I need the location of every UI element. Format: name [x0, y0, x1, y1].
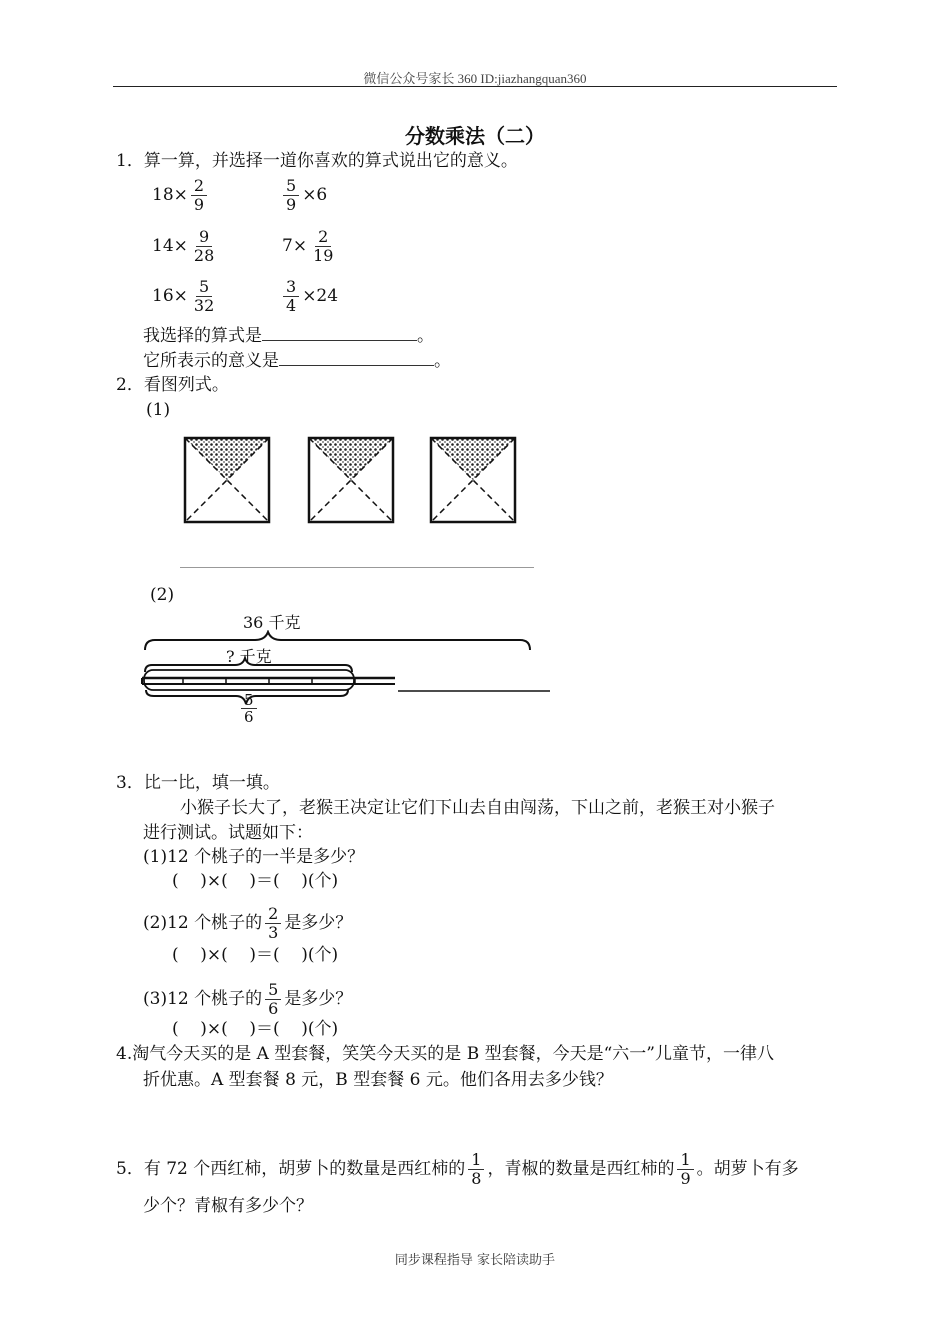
q2-square-diagrams: [175, 430, 535, 530]
q2-prompt: 2．看图列式。: [116, 375, 229, 395]
q1-choice-line: 我选择的算式是 。: [143, 326, 434, 346]
page-title: 分数乘法（二）: [405, 124, 545, 148]
q2-bottom-fraction: [238, 692, 260, 725]
q1-expr-5: 16× $\frac{5}{32}$: [152, 278, 220, 315]
answer-blank[interactable]: [262, 326, 417, 341]
fraction-denominator: 6: [244, 708, 254, 726]
fraction: $\frac{2}{9}$: [191, 177, 207, 214]
square-figure: [431, 438, 515, 522]
fraction-numerator: 5: [241, 692, 257, 709]
fraction: $\frac{5}{32}$: [193, 277, 215, 315]
q1-expr-3: 14× $\frac{9}{28}$: [152, 228, 220, 265]
fraction: $\frac{2}{3}$: [265, 905, 281, 942]
q3-prompt: 3．比一比，填一填。: [116, 773, 280, 793]
q3-story-line1: 小猴子长大了，老猴王决定让它们下山去自由闯荡，下山之前，老猴王对小猴子: [180, 798, 775, 818]
q1-expr-2: [280, 177, 327, 214]
answer-blank[interactable]: [279, 351, 434, 366]
page-footer: 同步课程指导 家长陪读助手: [394, 1253, 556, 1268]
q2-part2-label: (2): [150, 585, 175, 605]
expr-text: 18×: [152, 185, 188, 205]
fraction: $\frac{5}{9}$: [283, 177, 299, 214]
q2-part1-answer-line[interactable]: [180, 567, 534, 568]
fraction: $\frac{2}{19}$: [313, 227, 334, 265]
q5-line2: 少个？青椒有多少个？: [143, 1196, 313, 1216]
q3-sub1: (1)12 个桃子的一半是多少？: [143, 847, 365, 867]
q1-expr-1: [152, 177, 210, 214]
q3-sub2: (2)12 个桃子的 $\frac{2}{3}$ 是多少？: [143, 904, 353, 942]
q1-expr-6: $\frac{3}{4}$ ×24: [280, 278, 338, 315]
fraction: $\frac{5}{6}$: [265, 981, 281, 1018]
fraction: $\frac{9}{28}$: [193, 227, 215, 265]
fraction: $\frac{3}{4}$: [283, 278, 299, 315]
q3-sub3: (3)12 个桃子的 $\frac{5}{6}$ 是多少？: [143, 980, 353, 1018]
square-figure: [309, 438, 393, 522]
q5-line1: 5．有 72 个西红柿，胡萝卜的数量是西红柿的 $\frac{1}{8}$ ，青椒的数量是西红柿的 $\frac{1}{9}$ 。胡萝卜有多: [116, 1150, 799, 1188]
q3-story-line2: 进行测试。试题如下：: [143, 823, 313, 843]
q4-line1: 4.淘气今天买的是 A 型套餐，笑笑今天买的是 B 型套餐，今天是“六一”儿童节，一律八: [116, 1044, 774, 1064]
q3-formula-2[interactable]: ( )×( )＝( )(个): [172, 945, 339, 965]
fraction: $\frac{1}{8}$: [468, 1151, 484, 1188]
q1-prompt: 1．算一算，并选择一道你喜欢的算式说出它的意义。: [116, 151, 518, 171]
square-figure: [185, 438, 269, 522]
page-header: 微信公众号家长 360 ID:jiazhangquan360: [363, 71, 587, 86]
q3-formula-1[interactable]: ( )×( )＝( )(个): [172, 871, 339, 891]
header-rule: [113, 86, 837, 87]
q2-total-label: 36 千克: [243, 613, 301, 632]
q1-meaning-line: 它所表示的意义是 。: [143, 351, 451, 371]
q1-expr-4: 7× $\frac{2}{19}$: [282, 228, 339, 265]
expr-text: ×6: [302, 185, 328, 205]
q3-formula-3[interactable]: ( )×( )＝( )(个): [172, 1019, 339, 1039]
fraction: $\frac{1}{9}$: [677, 1151, 693, 1188]
q2-unknown-label: ? 千克: [226, 647, 272, 666]
q2-bar-diagram: [140, 630, 560, 710]
q4-line2: 折优惠。A 型套餐 8 元，B 型套餐 6 元。他们各用去多少钱？: [143, 1070, 613, 1090]
q2-part1-label: (1): [146, 400, 171, 420]
